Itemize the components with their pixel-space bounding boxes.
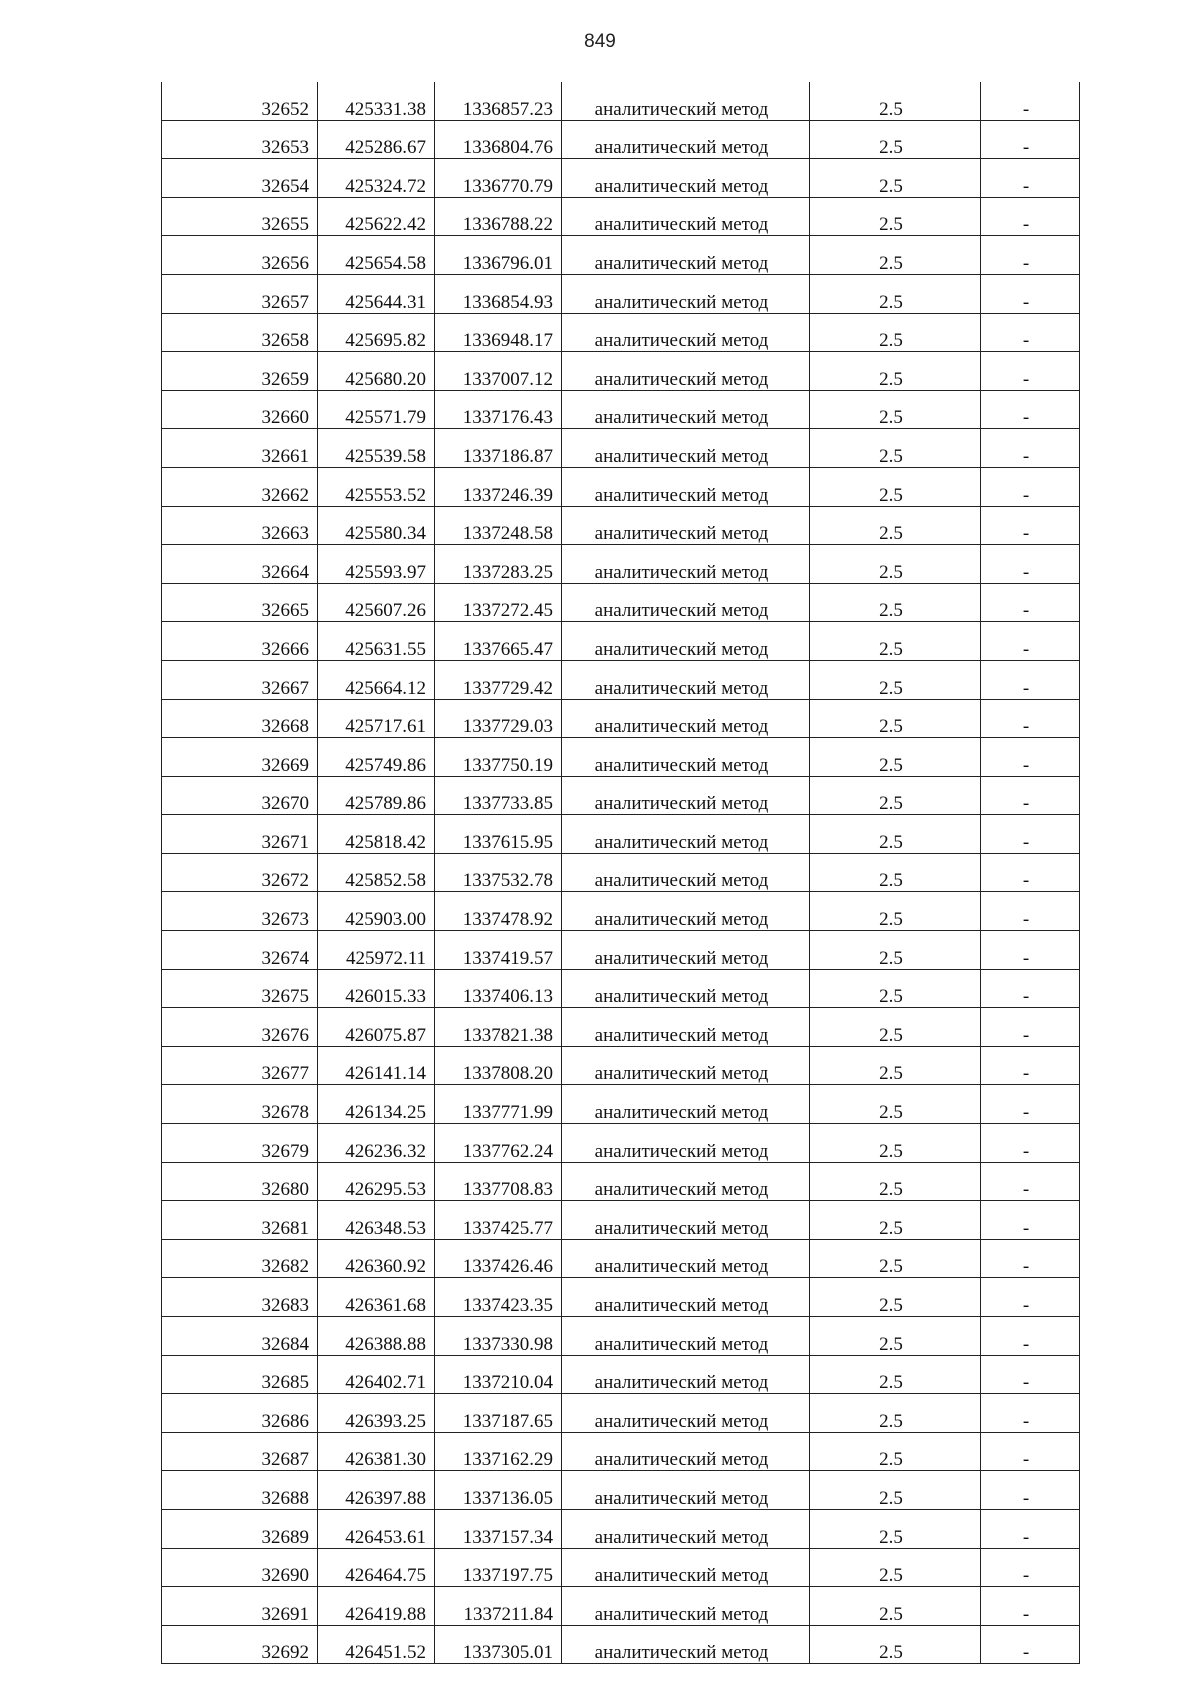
point-number-cell: 32676 — [162, 1008, 318, 1047]
table-row — [162, 236, 1080, 275]
point-number-cell: 32677 — [162, 1046, 318, 1085]
description-cell: - — [981, 313, 1080, 352]
point-number-cell: 32654 — [162, 159, 318, 198]
description-cell: - — [981, 853, 1080, 892]
x-coordinate-cell: 425852.58 — [318, 853, 435, 892]
method-cell: аналитический метод — [562, 1587, 810, 1626]
table-row — [162, 776, 1080, 815]
x-coordinate-cell: 425580.34 — [318, 506, 435, 545]
description-cell: - — [981, 1046, 1080, 1085]
x-coordinate-cell: 426134.25 — [318, 1085, 435, 1124]
page-number: 849 — [584, 31, 616, 52]
point-number-cell: 32662 — [162, 467, 318, 506]
error-cell: 2.5 — [810, 1548, 981, 1587]
x-coordinate-cell: 426141.14 — [318, 1046, 435, 1085]
point-number-cell: 32670 — [162, 776, 318, 815]
error-cell: 2.5 — [810, 1355, 981, 1394]
y-coordinate-cell: 1336770.79 — [435, 159, 562, 198]
description-cell: - — [981, 931, 1080, 970]
x-coordinate-cell: 425324.72 — [318, 159, 435, 198]
point-number-cell: 32667 — [162, 660, 318, 699]
description-cell: - — [981, 467, 1080, 506]
x-coordinate-cell: 425680.20 — [318, 352, 435, 391]
description-cell: - — [981, 1201, 1080, 1240]
method-cell: аналитический метод — [562, 1085, 810, 1124]
table-row — [162, 467, 1080, 506]
table-row — [162, 1355, 1080, 1394]
y-coordinate-cell: 1337532.78 — [435, 853, 562, 892]
description-cell: - — [981, 120, 1080, 159]
method-cell: аналитический метод — [562, 583, 810, 622]
x-coordinate-cell: 426015.33 — [318, 969, 435, 1008]
error-cell: 2.5 — [810, 776, 981, 815]
table-row — [162, 1046, 1080, 1085]
description-cell: - — [981, 1317, 1080, 1356]
table-row — [162, 274, 1080, 313]
point-number-cell: 32690 — [162, 1548, 318, 1587]
point-number-cell: 32671 — [162, 815, 318, 854]
x-coordinate-cell: 425607.26 — [318, 583, 435, 622]
table-row — [162, 545, 1080, 584]
point-number-cell: 32678 — [162, 1085, 318, 1124]
error-cell: 2.5 — [810, 1278, 981, 1317]
description-cell: - — [981, 274, 1080, 313]
table-row — [162, 1432, 1080, 1471]
method-cell: аналитический метод — [562, 1239, 810, 1278]
method-cell: аналитический метод — [562, 660, 810, 699]
error-cell: 2.5 — [810, 1085, 981, 1124]
point-number-cell: 32655 — [162, 197, 318, 236]
x-coordinate-cell: 426393.25 — [318, 1394, 435, 1433]
description-cell: - — [981, 1162, 1080, 1201]
error-cell: 2.5 — [810, 622, 981, 661]
point-number-cell: 32657 — [162, 274, 318, 313]
error-cell: 2.5 — [810, 583, 981, 622]
error-cell: 2.5 — [810, 120, 981, 159]
method-cell: аналитический метод — [562, 776, 810, 815]
method-cell: аналитический метод — [562, 352, 810, 391]
error-cell: 2.5 — [810, 1394, 981, 1433]
y-coordinate-cell: 1337808.20 — [435, 1046, 562, 1085]
table-row — [162, 892, 1080, 931]
x-coordinate-cell: 425539.58 — [318, 429, 435, 468]
y-coordinate-cell: 1336854.93 — [435, 274, 562, 313]
description-cell: - — [981, 352, 1080, 391]
table-row — [162, 1625, 1080, 1664]
table-row — [162, 1548, 1080, 1587]
x-coordinate-cell: 426348.53 — [318, 1201, 435, 1240]
y-coordinate-cell: 1337406.13 — [435, 969, 562, 1008]
y-coordinate-cell: 1337729.42 — [435, 660, 562, 699]
x-coordinate-cell: 425331.38 — [318, 82, 435, 120]
error-cell: 2.5 — [810, 892, 981, 931]
point-number-cell: 32689 — [162, 1509, 318, 1548]
table-row — [162, 1239, 1080, 1278]
description-cell: - — [981, 1239, 1080, 1278]
error-cell: 2.5 — [810, 313, 981, 352]
method-cell: аналитический метод — [562, 1124, 810, 1163]
error-cell: 2.5 — [810, 1432, 981, 1471]
description-cell: - — [981, 82, 1080, 120]
point-number-cell: 32665 — [162, 583, 318, 622]
x-coordinate-cell: 425972.11 — [318, 931, 435, 970]
x-coordinate-cell: 426361.68 — [318, 1278, 435, 1317]
error-cell: 2.5 — [810, 1008, 981, 1047]
point-number-cell: 32659 — [162, 352, 318, 391]
description-cell: - — [981, 1509, 1080, 1548]
point-number-cell: 32685 — [162, 1355, 318, 1394]
error-cell: 2.5 — [810, 931, 981, 970]
x-coordinate-cell: 425664.12 — [318, 660, 435, 699]
error-cell: 2.5 — [810, 82, 981, 120]
error-cell: 2.5 — [810, 1625, 981, 1664]
error-cell: 2.5 — [810, 969, 981, 1008]
y-coordinate-cell: 1337733.85 — [435, 776, 562, 815]
table-row — [162, 1008, 1080, 1047]
description-cell: - — [981, 660, 1080, 699]
point-number-cell: 32660 — [162, 390, 318, 429]
x-coordinate-cell: 425593.97 — [318, 545, 435, 584]
table-row — [162, 660, 1080, 699]
method-cell: аналитический метод — [562, 120, 810, 159]
error-cell: 2.5 — [810, 352, 981, 391]
method-cell: аналитический метод — [562, 506, 810, 545]
y-coordinate-cell: 1336857.23 — [435, 82, 562, 120]
description-cell: - — [981, 1278, 1080, 1317]
x-coordinate-cell: 425553.52 — [318, 467, 435, 506]
error-cell: 2.5 — [810, 1587, 981, 1626]
y-coordinate-cell: 1337157.34 — [435, 1509, 562, 1548]
table-row — [162, 1587, 1080, 1626]
table-row — [162, 390, 1080, 429]
y-coordinate-cell: 1337007.12 — [435, 352, 562, 391]
table-row — [162, 1124, 1080, 1163]
y-coordinate-cell: 1337729.03 — [435, 699, 562, 738]
table-row — [162, 1201, 1080, 1240]
point-number-cell: 32687 — [162, 1432, 318, 1471]
error-cell: 2.5 — [810, 1239, 981, 1278]
method-cell: аналитический метод — [562, 1278, 810, 1317]
table-row — [162, 82, 1080, 120]
method-cell: аналитический метод — [562, 274, 810, 313]
error-cell: 2.5 — [810, 429, 981, 468]
error-cell: 2.5 — [810, 853, 981, 892]
method-cell: аналитический метод — [562, 313, 810, 352]
x-coordinate-cell: 425631.55 — [318, 622, 435, 661]
y-coordinate-cell: 1337330.98 — [435, 1317, 562, 1356]
y-coordinate-cell: 1337419.57 — [435, 931, 562, 970]
error-cell: 2.5 — [810, 274, 981, 313]
error-cell: 2.5 — [810, 159, 981, 198]
point-number-cell: 32673 — [162, 892, 318, 931]
y-coordinate-cell: 1337187.65 — [435, 1394, 562, 1433]
point-number-cell: 32652 — [162, 82, 318, 120]
y-coordinate-cell: 1337426.46 — [435, 1239, 562, 1278]
x-coordinate-cell: 425286.67 — [318, 120, 435, 159]
y-coordinate-cell: 1337665.47 — [435, 622, 562, 661]
method-cell: аналитический метод — [562, 815, 810, 854]
point-number-cell: 32668 — [162, 699, 318, 738]
y-coordinate-cell: 1337708.83 — [435, 1162, 562, 1201]
point-number-cell: 32656 — [162, 236, 318, 275]
method-cell: аналитический метод — [562, 1548, 810, 1587]
point-number-cell: 32680 — [162, 1162, 318, 1201]
error-cell: 2.5 — [810, 1124, 981, 1163]
x-coordinate-cell: 426360.92 — [318, 1239, 435, 1278]
table-row — [162, 815, 1080, 854]
description-cell: - — [981, 1471, 1080, 1510]
description-cell: - — [981, 738, 1080, 777]
x-coordinate-cell: 425717.61 — [318, 699, 435, 738]
point-number-cell: 32682 — [162, 1239, 318, 1278]
method-cell: аналитический метод — [562, 1008, 810, 1047]
point-number-cell: 32653 — [162, 120, 318, 159]
coordinates-table — [161, 82, 1080, 1664]
table-row — [162, 1471, 1080, 1510]
description-cell: - — [981, 776, 1080, 815]
point-number-cell: 32666 — [162, 622, 318, 661]
table-row — [162, 969, 1080, 1008]
y-coordinate-cell: 1337615.95 — [435, 815, 562, 854]
description-cell: - — [981, 583, 1080, 622]
error-cell: 2.5 — [810, 1317, 981, 1356]
point-number-cell: 32691 — [162, 1587, 318, 1626]
x-coordinate-cell: 425644.31 — [318, 274, 435, 313]
error-cell: 2.5 — [810, 699, 981, 738]
y-coordinate-cell: 1337478.92 — [435, 892, 562, 931]
point-number-cell: 32663 — [162, 506, 318, 545]
x-coordinate-cell: 425749.86 — [318, 738, 435, 777]
table-row — [162, 738, 1080, 777]
x-coordinate-cell: 426453.61 — [318, 1509, 435, 1548]
table-row — [162, 1278, 1080, 1317]
method-cell: аналитический метод — [562, 467, 810, 506]
method-cell: аналитический метод — [562, 82, 810, 120]
description-cell: - — [981, 892, 1080, 931]
table-row — [162, 1162, 1080, 1201]
description-cell: - — [981, 969, 1080, 1008]
x-coordinate-cell: 425903.00 — [318, 892, 435, 931]
description-cell: - — [981, 1008, 1080, 1047]
method-cell: аналитический метод — [562, 545, 810, 584]
method-cell: аналитический метод — [562, 892, 810, 931]
table-row — [162, 313, 1080, 352]
description-cell: - — [981, 622, 1080, 661]
x-coordinate-cell: 426419.88 — [318, 1587, 435, 1626]
method-cell: аналитический метод — [562, 1432, 810, 1471]
description-cell: - — [981, 545, 1080, 584]
point-number-cell: 32675 — [162, 969, 318, 1008]
table-row — [162, 583, 1080, 622]
table-row — [162, 931, 1080, 970]
method-cell: аналитический метод — [562, 738, 810, 777]
point-number-cell: 32688 — [162, 1471, 318, 1510]
y-coordinate-cell: 1337283.25 — [435, 545, 562, 584]
method-cell: аналитический метод — [562, 1625, 810, 1664]
table-row — [162, 352, 1080, 391]
error-cell: 2.5 — [810, 545, 981, 584]
description-cell: - — [981, 1548, 1080, 1587]
table-row — [162, 1509, 1080, 1548]
method-cell: аналитический метод — [562, 390, 810, 429]
point-number-cell: 32684 — [162, 1317, 318, 1356]
table-row — [162, 699, 1080, 738]
description-cell: - — [981, 699, 1080, 738]
point-number-cell: 32661 — [162, 429, 318, 468]
method-cell: аналитический метод — [562, 159, 810, 198]
y-coordinate-cell: 1337272.45 — [435, 583, 562, 622]
error-cell: 2.5 — [810, 1201, 981, 1240]
error-cell: 2.5 — [810, 1162, 981, 1201]
table-body — [162, 82, 1080, 1664]
error-cell: 2.5 — [810, 197, 981, 236]
y-coordinate-cell: 1337211.84 — [435, 1587, 562, 1626]
table-row — [162, 506, 1080, 545]
point-number-cell: 32658 — [162, 313, 318, 352]
description-cell: - — [981, 1587, 1080, 1626]
method-cell: аналитический метод — [562, 699, 810, 738]
x-coordinate-cell: 426295.53 — [318, 1162, 435, 1201]
y-coordinate-cell: 1337423.35 — [435, 1278, 562, 1317]
y-coordinate-cell: 1337210.04 — [435, 1355, 562, 1394]
table-row — [162, 159, 1080, 198]
y-coordinate-cell: 1336796.01 — [435, 236, 562, 275]
x-coordinate-cell: 425695.82 — [318, 313, 435, 352]
point-number-cell: 32686 — [162, 1394, 318, 1433]
method-cell: аналитический метод — [562, 853, 810, 892]
y-coordinate-cell: 1337136.05 — [435, 1471, 562, 1510]
point-number-cell: 32672 — [162, 853, 318, 892]
x-coordinate-cell: 425654.58 — [318, 236, 435, 275]
x-coordinate-cell: 426464.75 — [318, 1548, 435, 1587]
point-number-cell: 32664 — [162, 545, 318, 584]
y-coordinate-cell: 1336804.76 — [435, 120, 562, 159]
y-coordinate-cell: 1336948.17 — [435, 313, 562, 352]
table-row — [162, 1394, 1080, 1433]
description-cell: - — [981, 197, 1080, 236]
y-coordinate-cell: 1337186.87 — [435, 429, 562, 468]
error-cell: 2.5 — [810, 467, 981, 506]
table-row — [162, 622, 1080, 661]
y-coordinate-cell: 1337762.24 — [435, 1124, 562, 1163]
y-coordinate-cell: 1337771.99 — [435, 1085, 562, 1124]
y-coordinate-cell: 1337750.19 — [435, 738, 562, 777]
point-number-cell: 32681 — [162, 1201, 318, 1240]
error-cell: 2.5 — [810, 1509, 981, 1548]
method-cell: аналитический метод — [562, 1355, 810, 1394]
method-cell: аналитический метод — [562, 1317, 810, 1356]
y-coordinate-cell: 1337197.75 — [435, 1548, 562, 1587]
point-number-cell: 32669 — [162, 738, 318, 777]
x-coordinate-cell: 425818.42 — [318, 815, 435, 854]
method-cell: аналитический метод — [562, 197, 810, 236]
y-coordinate-cell: 1337246.39 — [435, 467, 562, 506]
x-coordinate-cell: 426402.71 — [318, 1355, 435, 1394]
error-cell: 2.5 — [810, 506, 981, 545]
method-cell: аналитический метод — [562, 1201, 810, 1240]
method-cell: аналитический метод — [562, 236, 810, 275]
method-cell: аналитический метод — [562, 1046, 810, 1085]
description-cell: - — [981, 429, 1080, 468]
description-cell: - — [981, 1124, 1080, 1163]
table-row — [162, 120, 1080, 159]
table-row — [162, 429, 1080, 468]
description-cell: - — [981, 159, 1080, 198]
description-cell: - — [981, 236, 1080, 275]
y-coordinate-cell: 1337248.58 — [435, 506, 562, 545]
table-row — [162, 1317, 1080, 1356]
x-coordinate-cell: 426381.30 — [318, 1432, 435, 1471]
x-coordinate-cell: 426451.52 — [318, 1625, 435, 1664]
point-number-cell: 32683 — [162, 1278, 318, 1317]
y-coordinate-cell: 1337176.43 — [435, 390, 562, 429]
y-coordinate-cell: 1337821.38 — [435, 1008, 562, 1047]
error-cell: 2.5 — [810, 815, 981, 854]
table-row — [162, 1085, 1080, 1124]
description-cell: - — [981, 390, 1080, 429]
x-coordinate-cell: 426236.32 — [318, 1124, 435, 1163]
point-number-cell: 32692 — [162, 1625, 318, 1664]
y-coordinate-cell: 1337162.29 — [435, 1432, 562, 1471]
method-cell: аналитический метод — [562, 931, 810, 970]
method-cell: аналитический метод — [562, 1471, 810, 1510]
method-cell: аналитический метод — [562, 622, 810, 661]
point-number-cell: 32679 — [162, 1124, 318, 1163]
table-row — [162, 197, 1080, 236]
y-coordinate-cell: 1337425.77 — [435, 1201, 562, 1240]
description-cell: - — [981, 1625, 1080, 1664]
error-cell: 2.5 — [810, 738, 981, 777]
method-cell: аналитический метод — [562, 429, 810, 468]
x-coordinate-cell: 426388.88 — [318, 1317, 435, 1356]
description-cell: - — [981, 1394, 1080, 1433]
error-cell: 2.5 — [810, 390, 981, 429]
method-cell: аналитический метод — [562, 1394, 810, 1433]
x-coordinate-cell: 426397.88 — [318, 1471, 435, 1510]
method-cell: аналитический метод — [562, 1162, 810, 1201]
point-number-cell: 32674 — [162, 931, 318, 970]
error-cell: 2.5 — [810, 1046, 981, 1085]
description-cell: - — [981, 506, 1080, 545]
y-coordinate-cell: 1337305.01 — [435, 1625, 562, 1664]
error-cell: 2.5 — [810, 1471, 981, 1510]
table-row — [162, 853, 1080, 892]
x-coordinate-cell: 425571.79 — [318, 390, 435, 429]
x-coordinate-cell: 425789.86 — [318, 776, 435, 815]
error-cell: 2.5 — [810, 660, 981, 699]
description-cell: - — [981, 1085, 1080, 1124]
description-cell: - — [981, 1355, 1080, 1394]
method-cell: аналитический метод — [562, 969, 810, 1008]
error-cell: 2.5 — [810, 236, 981, 275]
description-cell: - — [981, 1432, 1080, 1471]
y-coordinate-cell: 1336788.22 — [435, 197, 562, 236]
method-cell: аналитический метод — [562, 1509, 810, 1548]
x-coordinate-cell: 426075.87 — [318, 1008, 435, 1047]
x-coordinate-cell: 425622.42 — [318, 197, 435, 236]
description-cell: - — [981, 815, 1080, 854]
